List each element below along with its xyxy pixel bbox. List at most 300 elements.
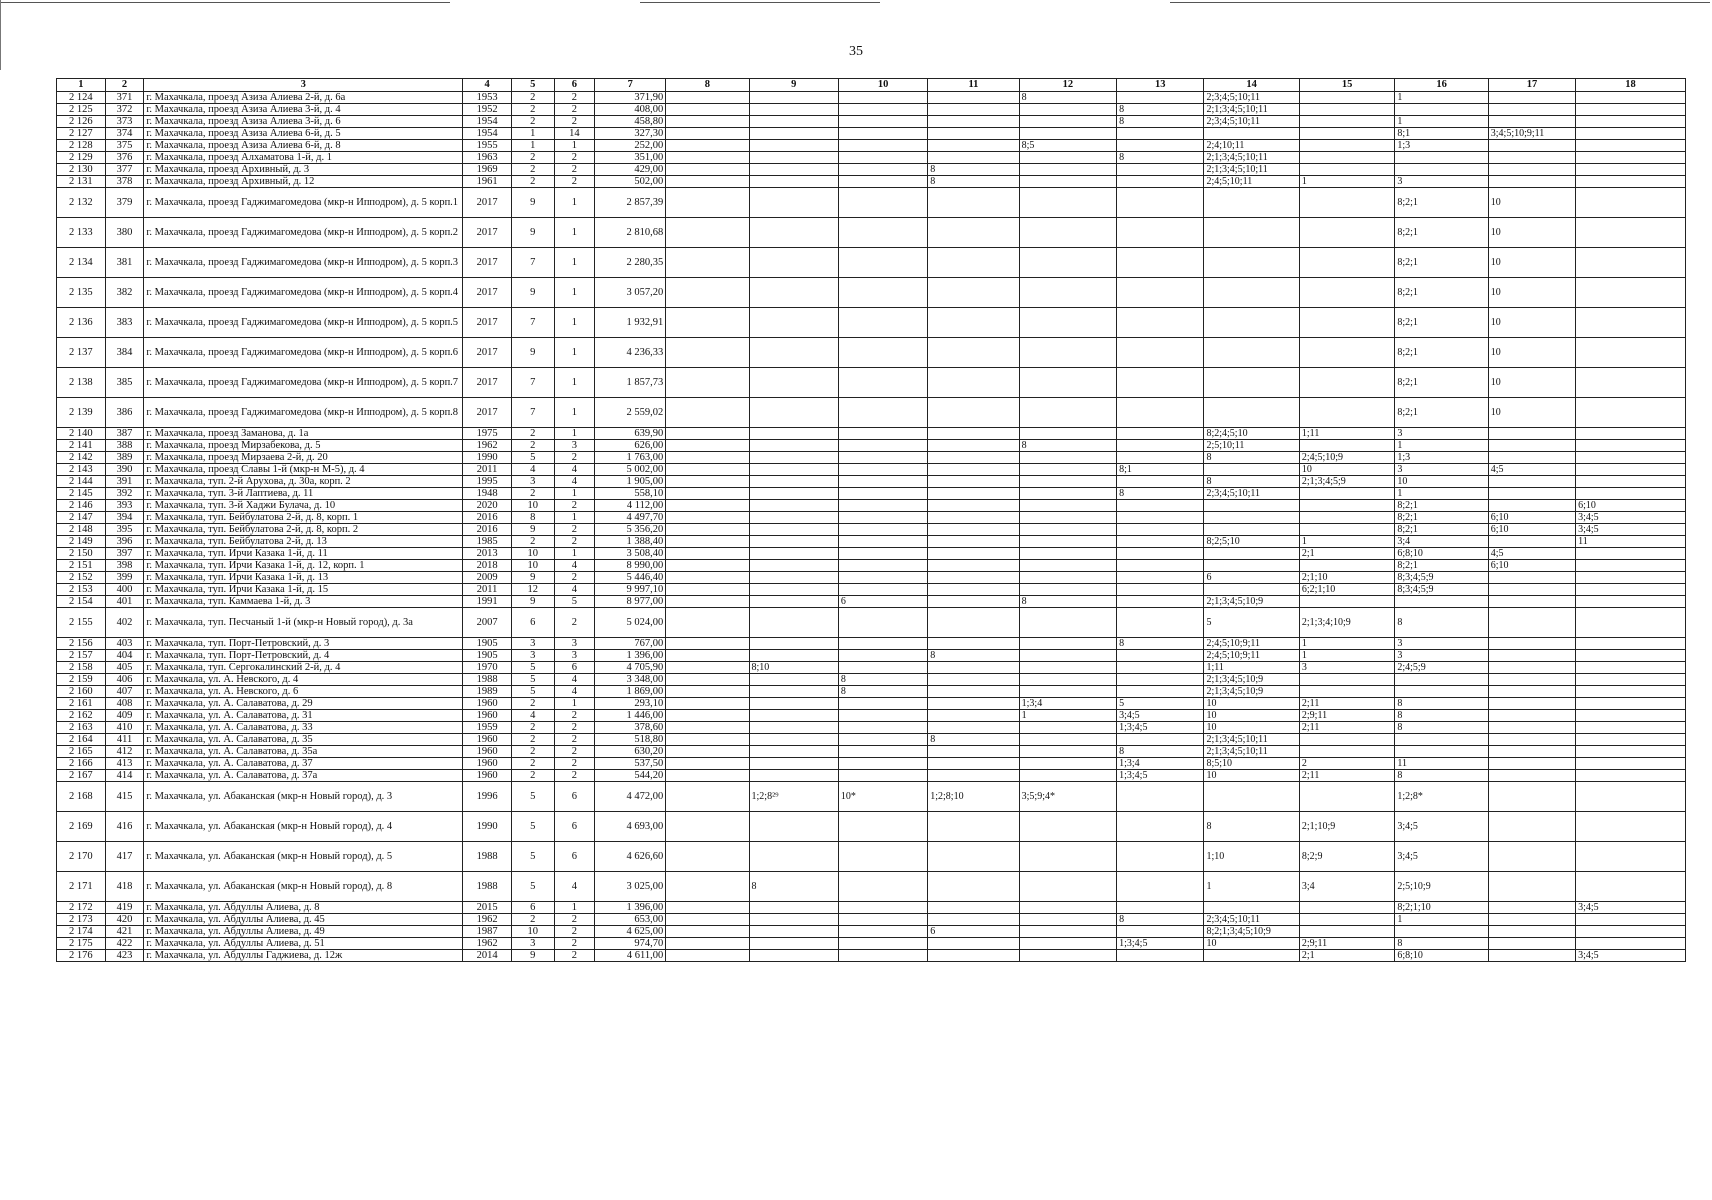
cell-col-16: 1 (1395, 488, 1488, 500)
cell-col-13 (1117, 398, 1204, 428)
cell-col-12 (1019, 746, 1116, 758)
cell-col-8 (666, 524, 749, 536)
cell-col-5: 7 (511, 248, 554, 278)
cell-col-16: 8;3;4;5;9 (1395, 572, 1488, 584)
cell-col-8 (666, 338, 749, 368)
cell-col-3: г. Махачкала, туп. Бейбулатова 2-й, д. 13 (144, 536, 463, 548)
cell-col-6: 1 (554, 548, 595, 560)
cell-col-3: г. Махачкала, проезд Архивный, д. 3 (144, 164, 463, 176)
cell-col-10 (838, 116, 927, 128)
cell-col-12 (1019, 512, 1116, 524)
cell-col-10: 6 (838, 596, 927, 608)
cell-col-10 (838, 368, 927, 398)
cell-col-5: 5 (511, 782, 554, 812)
cell-col-5: 2 (511, 92, 554, 104)
cell-col-13 (1117, 248, 1204, 278)
cell-col-17 (1488, 452, 1575, 464)
cell-col-18 (1576, 812, 1686, 842)
cell-col-15 (1299, 164, 1394, 176)
cell-col-9: 1;2;8²⁹ (749, 782, 838, 812)
cell-col-18 (1576, 398, 1686, 428)
cell-col-4: 2011 (463, 464, 512, 476)
cell-col-5: 7 (511, 308, 554, 338)
cell-col-2: 405 (105, 662, 144, 674)
cell-col-6: 3 (554, 440, 595, 452)
cell-col-3: г. Махачкала, ул. А. Салаватова, д. 33 (144, 722, 463, 734)
cell-col-14: 10 (1204, 710, 1299, 722)
cell-col-13 (1117, 512, 1204, 524)
cell-col-2: 377 (105, 164, 144, 176)
cell-col-9 (749, 104, 838, 116)
cell-col-14: 5 (1204, 608, 1299, 638)
cell-col-1: 2 171 (57, 872, 106, 902)
cell-col-1: 2 172 (57, 902, 106, 914)
table-row (57, 524, 1686, 536)
cell-col-13: 8 (1117, 488, 1204, 500)
cell-col-4: 1961 (463, 176, 512, 188)
cell-col-11 (928, 950, 1019, 962)
cell-col-17 (1488, 596, 1575, 608)
cell-col-13 (1117, 368, 1204, 398)
cell-col-1: 2 159 (57, 674, 106, 686)
cell-col-16: 8 (1395, 722, 1488, 734)
table-row (57, 560, 1686, 572)
cell-col-10 (838, 128, 927, 140)
cell-col-2: 398 (105, 560, 144, 572)
cell-col-7: 1 857,73 (595, 368, 666, 398)
cell-col-7: 1 932,91 (595, 308, 666, 338)
column-header-7: 7 (595, 79, 666, 92)
cell-col-10 (838, 488, 927, 500)
cell-col-14: 8;2;1;3;4;5;10;9 (1204, 926, 1299, 938)
cell-col-11: 8 (928, 650, 1019, 662)
cell-col-4: 2017 (463, 278, 512, 308)
cell-col-11 (928, 476, 1019, 488)
cell-col-1: 2 161 (57, 698, 106, 710)
cell-col-3: г. Махачкала, проезд Мирзабекова, д. 5 (144, 440, 463, 452)
cell-col-9 (749, 950, 838, 962)
cell-col-16: 8;2;1 (1395, 368, 1488, 398)
cell-col-15: 2;9;11 (1299, 938, 1394, 950)
cell-col-15 (1299, 440, 1394, 452)
cell-col-5: 9 (511, 524, 554, 536)
cell-col-1: 2 158 (57, 662, 106, 674)
cell-col-11 (928, 152, 1019, 164)
table-row (57, 128, 1686, 140)
cell-col-18 (1576, 662, 1686, 674)
cell-col-8 (666, 188, 749, 218)
cell-col-1: 2 135 (57, 278, 106, 308)
cell-col-12 (1019, 164, 1116, 176)
cell-col-10 (838, 950, 927, 962)
cell-col-7: 518,80 (595, 734, 666, 746)
cell-col-11 (928, 572, 1019, 584)
cell-col-9 (749, 938, 838, 950)
cell-col-7: 5 446,40 (595, 572, 666, 584)
cell-col-6: 2 (554, 116, 595, 128)
cell-col-10: 8 (838, 686, 927, 698)
cell-col-16: 8;2;1 (1395, 338, 1488, 368)
cell-col-12 (1019, 950, 1116, 962)
cell-col-4: 1953 (463, 92, 512, 104)
cell-col-6: 2 (554, 104, 595, 116)
cell-col-13: 1;3;4 (1117, 758, 1204, 770)
cell-col-17 (1488, 92, 1575, 104)
cell-col-11 (928, 218, 1019, 248)
cell-col-5: 8 (511, 512, 554, 524)
cell-col-3: г. Махачкала, ул. Абдуллы Гаджиева, д. 12ж (144, 950, 463, 962)
cell-col-8 (666, 746, 749, 758)
cell-col-6: 2 (554, 608, 595, 638)
cell-col-8 (666, 758, 749, 770)
cell-col-17: 10 (1488, 338, 1575, 368)
cell-col-10 (838, 572, 927, 584)
cell-col-12 (1019, 548, 1116, 560)
cell-col-18 (1576, 92, 1686, 104)
cell-col-4: 1987 (463, 926, 512, 938)
cell-col-13 (1117, 842, 1204, 872)
cell-col-14 (1204, 338, 1299, 368)
cell-col-5: 2 (511, 758, 554, 770)
cell-col-11 (928, 770, 1019, 782)
cell-col-4: 2013 (463, 548, 512, 560)
cell-col-11 (928, 188, 1019, 218)
cell-col-8 (666, 140, 749, 152)
cell-col-14: 2;1;3;4;5;10;11 (1204, 746, 1299, 758)
cell-col-7: 3 025,00 (595, 872, 666, 902)
header-row (57, 79, 1686, 92)
cell-col-14 (1204, 188, 1299, 218)
cell-col-14: 2;1;3;4;5;10;11 (1204, 152, 1299, 164)
cell-col-4: 2017 (463, 218, 512, 248)
cell-col-2: 399 (105, 572, 144, 584)
cell-col-16: 2;5;10;9 (1395, 872, 1488, 902)
cell-col-13: 8 (1117, 914, 1204, 926)
cell-col-17 (1488, 500, 1575, 512)
cell-col-4: 1975 (463, 428, 512, 440)
cell-col-14: 2;4;5;10;9;11 (1204, 650, 1299, 662)
cell-col-5: 5 (511, 872, 554, 902)
cell-col-10 (838, 278, 927, 308)
cell-col-9 (749, 722, 838, 734)
page-number: 35 (849, 44, 863, 59)
cell-col-9 (749, 686, 838, 698)
cell-col-15 (1299, 914, 1394, 926)
cell-col-14: 6 (1204, 572, 1299, 584)
cell-col-3: г. Махачкала, ул. Абдуллы Алиева, д. 51 (144, 938, 463, 950)
table-row (57, 926, 1686, 938)
cell-col-4: 1989 (463, 686, 512, 698)
cell-col-4: 1969 (463, 164, 512, 176)
cell-col-16: 3;4;5 (1395, 812, 1488, 842)
cell-col-4: 2017 (463, 188, 512, 218)
cell-col-11 (928, 560, 1019, 572)
cell-col-15: 3;4 (1299, 872, 1394, 902)
table-row (57, 584, 1686, 596)
cell-col-13: 1;3;4;5 (1117, 938, 1204, 950)
cell-col-17 (1488, 488, 1575, 500)
cell-col-8 (666, 572, 749, 584)
table-row (57, 650, 1686, 662)
cell-col-5: 2 (511, 116, 554, 128)
cell-col-3: г. Махачкала, туп. Порт-Петровский, д. 4 (144, 650, 463, 662)
column-header-15: 15 (1299, 79, 1394, 92)
cell-col-5: 6 (511, 902, 554, 914)
cell-col-5: 2 (511, 734, 554, 746)
cell-col-7: 2 810,68 (595, 218, 666, 248)
cell-col-17 (1488, 812, 1575, 842)
cell-col-15 (1299, 308, 1394, 338)
column-header-12: 12 (1019, 79, 1116, 92)
cell-col-16 (1395, 746, 1488, 758)
cell-col-13 (1117, 902, 1204, 914)
cell-col-5: 10 (511, 500, 554, 512)
cell-col-7: 558,10 (595, 488, 666, 500)
cell-col-11 (928, 638, 1019, 650)
cell-col-2: 395 (105, 524, 144, 536)
cell-col-8 (666, 500, 749, 512)
cell-col-2: 403 (105, 638, 144, 650)
cell-col-1: 2 132 (57, 188, 106, 218)
cell-col-10 (838, 464, 927, 476)
cell-col-17 (1488, 584, 1575, 596)
cell-col-16: 8;2;1;10 (1395, 902, 1488, 914)
cell-col-18 (1576, 128, 1686, 140)
cell-col-1: 2 173 (57, 914, 106, 926)
cell-col-2: 392 (105, 488, 144, 500)
cell-col-14 (1204, 548, 1299, 560)
cell-col-9 (749, 428, 838, 440)
cell-col-6: 4 (554, 872, 595, 902)
cell-col-15: 2;11 (1299, 722, 1394, 734)
cell-col-4: 1955 (463, 140, 512, 152)
cell-col-1: 2 155 (57, 608, 106, 638)
cell-col-15 (1299, 128, 1394, 140)
cell-col-11 (928, 758, 1019, 770)
cell-col-9 (749, 398, 838, 428)
cell-col-13: 1;3;4;5 (1117, 722, 1204, 734)
cell-col-8 (666, 674, 749, 686)
cell-col-9 (749, 308, 838, 338)
cell-col-5: 2 (511, 152, 554, 164)
cell-col-5: 2 (511, 164, 554, 176)
cell-col-8 (666, 734, 749, 746)
table-row (57, 368, 1686, 398)
cell-col-18 (1576, 104, 1686, 116)
cell-col-2: 419 (105, 902, 144, 914)
cell-col-7: 3 508,40 (595, 548, 666, 560)
cell-col-14 (1204, 902, 1299, 914)
cell-col-14: 2;1;3;4;5;10;9 (1204, 596, 1299, 608)
cell-col-7: 8 977,00 (595, 596, 666, 608)
cell-col-13 (1117, 428, 1204, 440)
cell-col-18: 3;4;5 (1576, 950, 1686, 962)
cell-col-11 (928, 938, 1019, 950)
cell-col-12 (1019, 104, 1116, 116)
cell-col-18 (1576, 710, 1686, 722)
cell-col-11: 6 (928, 926, 1019, 938)
table-row (57, 116, 1686, 128)
cell-col-7: 378,60 (595, 722, 666, 734)
cell-col-4: 1960 (463, 698, 512, 710)
cell-col-7: 327,30 (595, 128, 666, 140)
cell-col-17: 3;4;5;10;9;11 (1488, 128, 1575, 140)
cell-col-15: 2;11 (1299, 698, 1394, 710)
table-row (57, 188, 1686, 218)
cell-col-16: 11 (1395, 758, 1488, 770)
cell-col-17 (1488, 722, 1575, 734)
cell-col-17 (1488, 734, 1575, 746)
cell-col-13 (1117, 536, 1204, 548)
cell-col-1: 2 166 (57, 758, 106, 770)
cell-col-4: 1988 (463, 842, 512, 872)
cell-col-13 (1117, 608, 1204, 638)
cell-col-7: 653,00 (595, 914, 666, 926)
table-row (57, 278, 1686, 308)
cell-col-7: 429,00 (595, 164, 666, 176)
cell-col-14 (1204, 464, 1299, 476)
cell-col-1: 2 164 (57, 734, 106, 746)
cell-col-17: 10 (1488, 248, 1575, 278)
cell-col-14 (1204, 248, 1299, 278)
table-row (57, 698, 1686, 710)
column-header-11: 11 (928, 79, 1019, 92)
cell-col-5: 3 (511, 650, 554, 662)
cell-col-11 (928, 698, 1019, 710)
cell-col-2: 422 (105, 938, 144, 950)
cell-col-18 (1576, 176, 1686, 188)
cell-col-8 (666, 116, 749, 128)
cell-col-16: 8;2;1 (1395, 524, 1488, 536)
cell-col-12 (1019, 248, 1116, 278)
cell-col-9 (749, 164, 838, 176)
cell-col-15: 1 (1299, 638, 1394, 650)
cell-col-3: г. Махачкала, ул. Абаканская (мкр-н Новый город), д. 5 (144, 842, 463, 872)
cell-col-13 (1117, 596, 1204, 608)
cell-col-11 (928, 662, 1019, 674)
cell-col-18 (1576, 476, 1686, 488)
cell-col-12 (1019, 674, 1116, 686)
cell-col-5: 1 (511, 128, 554, 140)
cell-col-8 (666, 638, 749, 650)
cell-col-3: г. Махачкала, туп. Песчаный 1-й (мкр-н Новый город), д. 3а (144, 608, 463, 638)
cell-col-11 (928, 398, 1019, 428)
cell-col-3: г. Махачкала, проезд Гаджимагомедова (мкр-н Ипподром), д. 5 корп.1 (144, 188, 463, 218)
cell-col-7: 4 625,00 (595, 926, 666, 938)
cell-col-15: 2;4;5;10;9 (1299, 452, 1394, 464)
cell-col-12 (1019, 428, 1116, 440)
cell-col-7: 4 611,00 (595, 950, 666, 962)
cell-col-10 (838, 500, 927, 512)
cell-col-10 (838, 638, 927, 650)
cell-col-3: г. Махачкала, проезд Азиза Алиева 2-й, д. 6а (144, 92, 463, 104)
cell-col-14 (1204, 128, 1299, 140)
cell-col-11 (928, 902, 1019, 914)
cell-col-3: г. Махачкала, туп. Бейбулатова 2-й, д. 8, корп. 2 (144, 524, 463, 536)
cell-col-5: 4 (511, 710, 554, 722)
cell-col-11 (928, 464, 1019, 476)
cell-col-9 (749, 572, 838, 584)
cell-col-15 (1299, 188, 1394, 218)
cell-col-2: 420 (105, 914, 144, 926)
cell-col-13 (1117, 812, 1204, 842)
cell-col-3: г. Махачкала, ул. Абдуллы Алиева, д. 8 (144, 902, 463, 914)
cell-col-14: 1;10 (1204, 842, 1299, 872)
cell-col-14: 2;4;10;11 (1204, 140, 1299, 152)
cell-col-13 (1117, 92, 1204, 104)
cell-col-7: 767,00 (595, 638, 666, 650)
cell-col-18 (1576, 218, 1686, 248)
cell-col-14: 2;5;10;11 (1204, 440, 1299, 452)
cell-col-18 (1576, 914, 1686, 926)
cell-col-12 (1019, 938, 1116, 950)
cell-col-3: г. Махачкала, туп. Каммаева 1-й, д. 3 (144, 596, 463, 608)
cell-col-11 (928, 812, 1019, 842)
cell-col-2: 406 (105, 674, 144, 686)
cell-col-9 (749, 548, 838, 560)
cell-col-8 (666, 698, 749, 710)
cell-col-11 (928, 710, 1019, 722)
cell-col-1: 2 149 (57, 536, 106, 548)
cell-col-2: 373 (105, 116, 144, 128)
cell-col-9 (749, 452, 838, 464)
cell-col-6: 2 (554, 950, 595, 962)
column-header-1: 1 (57, 79, 106, 92)
cell-col-6: 4 (554, 560, 595, 572)
cell-col-6: 1 (554, 428, 595, 440)
cell-col-3: г. Махачкала, ул. А. Салаватова, д. 31 (144, 710, 463, 722)
cell-col-4: 1905 (463, 638, 512, 650)
table-row (57, 758, 1686, 770)
cell-col-18 (1576, 548, 1686, 560)
cell-col-1: 2 140 (57, 428, 106, 440)
cell-col-18 (1576, 440, 1686, 452)
cell-col-3: г. Махачкала, проезд Азиза Алиева 3-й, д. 4 (144, 104, 463, 116)
cell-col-6: 2 (554, 524, 595, 536)
cell-col-10 (838, 722, 927, 734)
cell-col-9 (749, 560, 838, 572)
cell-col-15 (1299, 782, 1394, 812)
cell-col-15 (1299, 512, 1394, 524)
cell-col-12 (1019, 914, 1116, 926)
cell-col-15 (1299, 686, 1394, 698)
cell-col-8 (666, 104, 749, 116)
cell-col-16: 8 (1395, 698, 1488, 710)
table-row (57, 164, 1686, 176)
cell-col-9: 8;10 (749, 662, 838, 674)
column-header-5: 5 (511, 79, 554, 92)
cell-col-8 (666, 608, 749, 638)
cell-col-1: 2 151 (57, 560, 106, 572)
cell-col-10 (838, 398, 927, 428)
cell-col-7: 537,50 (595, 758, 666, 770)
cell-col-3: г. Махачкала, туп. Сергокалинский 2-й, д. 4 (144, 662, 463, 674)
cell-col-8 (666, 842, 749, 872)
cell-col-15: 1 (1299, 650, 1394, 662)
cell-col-1: 2 125 (57, 104, 106, 116)
cell-col-4: 1962 (463, 938, 512, 950)
cell-col-4: 1905 (463, 650, 512, 662)
cell-col-6: 1 (554, 488, 595, 500)
cell-col-3: г. Махачкала, туп. 3-й Хаджи Булача, д. 10 (144, 500, 463, 512)
cell-col-3: г. Махачкала, проезд Гаджимагомедова (мкр-н Ипподром), д. 5 корп.3 (144, 248, 463, 278)
cell-col-15: 3 (1299, 662, 1394, 674)
cell-col-4: 1960 (463, 758, 512, 770)
cell-col-6: 2 (554, 734, 595, 746)
cell-col-4: 1954 (463, 128, 512, 140)
cell-col-9 (749, 140, 838, 152)
cell-col-16: 6;8;10 (1395, 548, 1488, 560)
